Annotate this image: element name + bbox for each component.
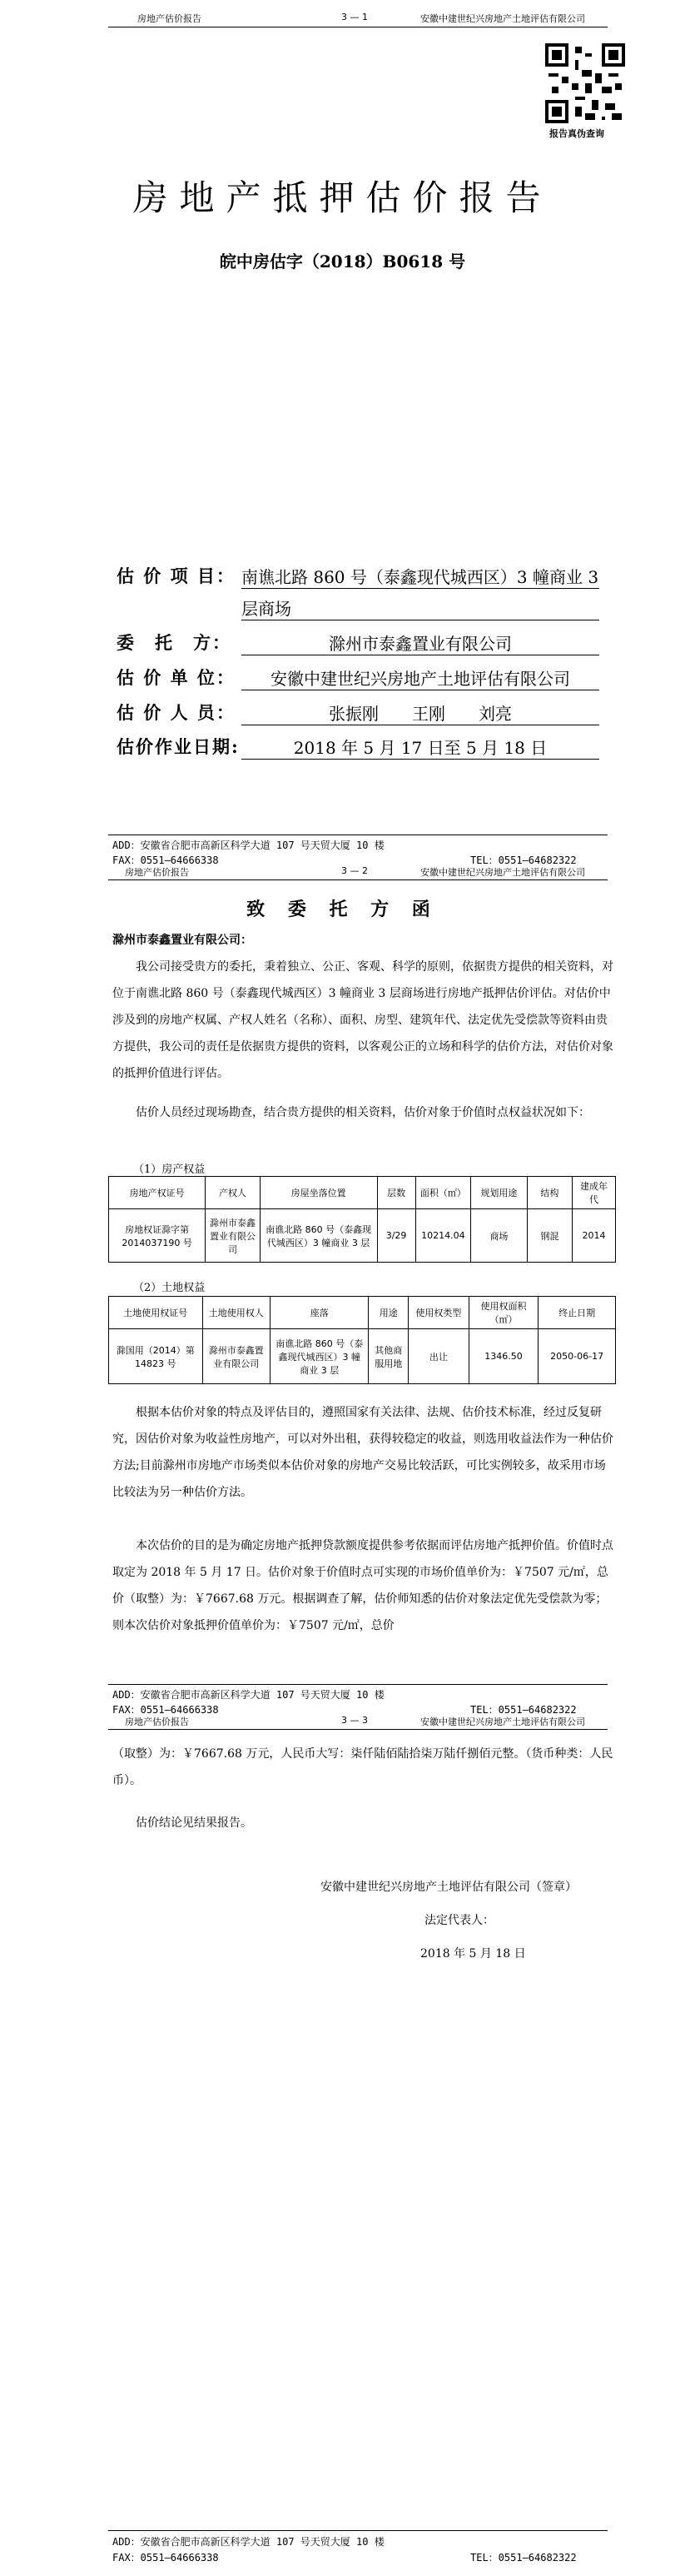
table-header-cell: 使用权类型: [409, 1297, 469, 1329]
signature-company: 安徽中建世纪兴房地产土地评估有限公司（签章）: [320, 1881, 577, 1894]
table-row: [109, 1297, 616, 1329]
letter-paragraph-3: 根据本估价对象的特点及评估目的，遵照国家有关法律、法规、估价技术标准，经过反复研究，因估价对象为收益性房地产，可以对外出租，获得较稳定的收益，则选用收益法作为一种估价方法;目前滁州市房地产市场类似本估价对象的房地产交易比较活跃，可比实例较多，故采用市场比较法为另一种估价方法。: [112, 1406, 613, 1499]
project-label: 估 价 项 目：: [117, 566, 236, 586]
table-row: [109, 1177, 616, 1209]
table-cell: 房地权证滁字第 2014037190 号: [109, 1209, 206, 1263]
page1-footer-fax: FAX：0551—64666338: [112, 855, 219, 866]
project-value-line1: 南谯北路 860 号（泰鑫现代城西区）3 幢商业 3: [241, 564, 599, 589]
report-doc-number: 皖中房估字（2018）B0618 号: [219, 252, 466, 272]
letter-addressee: 滁州市泰鑫置业有限公司：: [112, 934, 252, 947]
person-value: 张振刚 王刚 刘亮: [241, 700, 599, 725]
table-header-cell: 结构: [527, 1177, 572, 1209]
page3-header-left: 房地产估价报告: [125, 1717, 189, 1727]
page3-footer-tel: TEL：0551—64682322: [470, 2552, 577, 2564]
page2-footer-tel: TEL：0551—64682322: [470, 1704, 577, 1716]
table-cell: 2050-06-17: [539, 1329, 616, 1384]
qr-code-icon: [545, 43, 625, 123]
letter-paragraph-4: 本次估价的目的是为确定房地产抵押贷款额度提供参考依据而评估房地产抵押价值。价值时点取定为 2018 年 5 月 17 日。估价对象于价值时点可实现的市场价值单价为：￥7507 元/㎡，总价（取整）为：￥7667.68 万元。根据调查了解，估价师知悉的估价对象法定优先受偿款为零；则本次估价对象抵押价值单价为：￥7507 元/㎡，总价: [112, 1539, 613, 1632]
section-property-rights: （1）房产权益: [133, 1163, 206, 1176]
table-cell: 2014: [573, 1209, 616, 1263]
qr-code[interactable]: [545, 43, 625, 127]
date-label: 估价作业日期:: [117, 736, 240, 757]
letter-paragraph-1: 我公司接受贵方的委托，秉着独立、公正、客观、科学的原则，依据贵方提供的相关资料，对位于南谯北路 860 号（泰鑫现代城西区）3 幢商业 3 层商场进行房地产抵押估价评估。对估价中涉及到的房地产权属、产权人姓名（名称）、面积、房型、建筑年代、法定优先受偿款等资料由贵方提供，我公司的责任是依据贵方提供的资料，以客观公正的立场和科学的估价方法，对估价对象的抵押价值进行评估。: [112, 960, 613, 1080]
letter-heading: 致 委 托 方 函: [246, 899, 439, 920]
page3-footer-fax: FAX：0551—64666338: [112, 2552, 219, 2564]
table-cell: 滁国用（2014）第 14823 号: [109, 1329, 203, 1384]
table-header-cell: 产权人: [206, 1177, 261, 1209]
unit-value: 安徽中建世纪兴房地产土地评估有限公司: [241, 665, 599, 690]
page2-header-left: 房地产估价报告: [125, 867, 189, 878]
page2-footer-rule: [108, 1684, 608, 1685]
page2-header-page: 3 — 2: [341, 865, 368, 876]
page3-header-rule: [108, 1729, 608, 1730]
client-label: 委 托 方：: [117, 632, 231, 653]
section-land-rights: （2）土地权益: [133, 1282, 206, 1294]
table-header-cell: 面积（㎡）: [415, 1177, 471, 1209]
page2-header-rule: [108, 879, 608, 880]
page1-footer-add: ADD：安徽省合肥市高新区科学大道 107 号天贸大厦 10 楼: [112, 840, 385, 851]
property-rights-table: [108, 1176, 616, 1263]
table-cell: 南谯北路 860 号（泰鑫现代城西区）3 幢商业 3 层: [260, 1209, 377, 1263]
unit-label: 估 价 单 位：: [117, 667, 236, 688]
table-row: [109, 1329, 616, 1384]
table-cell: 商场: [471, 1209, 527, 1263]
page2-footer-fax: FAX：0551—64666338: [112, 1704, 219, 1716]
client-value: 滁州市泰鑫置业有限公司: [241, 630, 599, 655]
page3-footer-add: ADD：安徽省合肥市高新区科学大道 107 号天贸大厦 10 楼: [112, 2536, 385, 2548]
page3-header-right: 安徽中建世纪兴房地产土地评估有限公司: [420, 1717, 585, 1727]
page1-header-left: 房地产估价报告: [137, 13, 201, 24]
page3-footer-rule: [108, 2530, 608, 2531]
table-header-cell: 用途: [369, 1297, 409, 1329]
signature-date: 2018 年 5 月 18 日: [420, 1947, 526, 1961]
letter-paragraph-6: 估价结论见结果报告。: [136, 1816, 252, 1830]
table-header-cell: 使用权面积（㎡）: [469, 1297, 538, 1329]
date-value: 2018 年 5 月 17 日至 5 月 18 日: [241, 735, 599, 760]
page3-header-page: 3 — 3: [341, 1715, 368, 1726]
person-label: 估 价 人 员：: [117, 702, 236, 723]
table-header-cell: 建成年代: [573, 1177, 616, 1209]
signature-legal-rep: 法定代表人：: [424, 1914, 494, 1927]
table-cell: 1346.50: [469, 1329, 538, 1384]
table-header-cell: 层数: [377, 1177, 415, 1209]
table-header-cell: 房屋坐落位置: [260, 1177, 377, 1209]
land-rights-table: [108, 1296, 616, 1384]
table-row: [109, 1209, 616, 1263]
table-cell: 10214.04: [415, 1209, 471, 1263]
table-header-cell: 规划用途: [471, 1177, 527, 1209]
table-cell: 出让: [409, 1329, 469, 1384]
page1-header-page: 3 — 1: [341, 12, 368, 22]
page1-header-right: 安徽中建世纪兴房地产土地评估有限公司: [420, 13, 585, 24]
table-header-cell: 座落: [271, 1297, 369, 1329]
table-cell: 钢混: [527, 1209, 572, 1263]
page1-footer-tel: TEL：0551—64682322: [470, 855, 577, 866]
report-title: 房地产抵押估价报告: [132, 177, 553, 218]
project-value-line2: 层商场: [241, 595, 599, 620]
page2-footer-add: ADD：安徽省合肥市高新区科学大道 107 号天贸大厦 10 楼: [112, 1689, 385, 1701]
table-cell: 滁州市泰鑫置业有限公司: [202, 1329, 271, 1384]
letter-paragraph-2: 估价人员经过现场勘查，结合贵方提供的相关资料，估价对象于价值时点权益状况如下：: [136, 1106, 590, 1119]
qr-caption: 报告真伪查询: [549, 128, 604, 139]
table-cell: 滁州市泰鑫置业有限公司: [206, 1209, 261, 1263]
table-header-cell: 终止日期: [539, 1297, 616, 1329]
letter-paragraph-5: （取整）为：￥7667.68 万元，人民币大写：柒仟陆佰陆拾柒万陆仟捌佰元整。（货币种类：人民币）。: [112, 1747, 613, 1787]
table-cell: 3/29: [377, 1209, 415, 1263]
table-header-cell: 土地使用权证号: [109, 1297, 203, 1329]
table-header-cell: 房地产权证号: [109, 1177, 206, 1209]
table-cell: 其他商服用地: [369, 1329, 409, 1384]
table-header-cell: 土地使用权人: [202, 1297, 271, 1329]
page2-header-right: 安徽中建世纪兴房地产土地评估有限公司: [420, 867, 585, 878]
table-cell: 南谯北路 860 号（泰鑫现代城西区）3 幢商业 3 层: [271, 1329, 369, 1384]
